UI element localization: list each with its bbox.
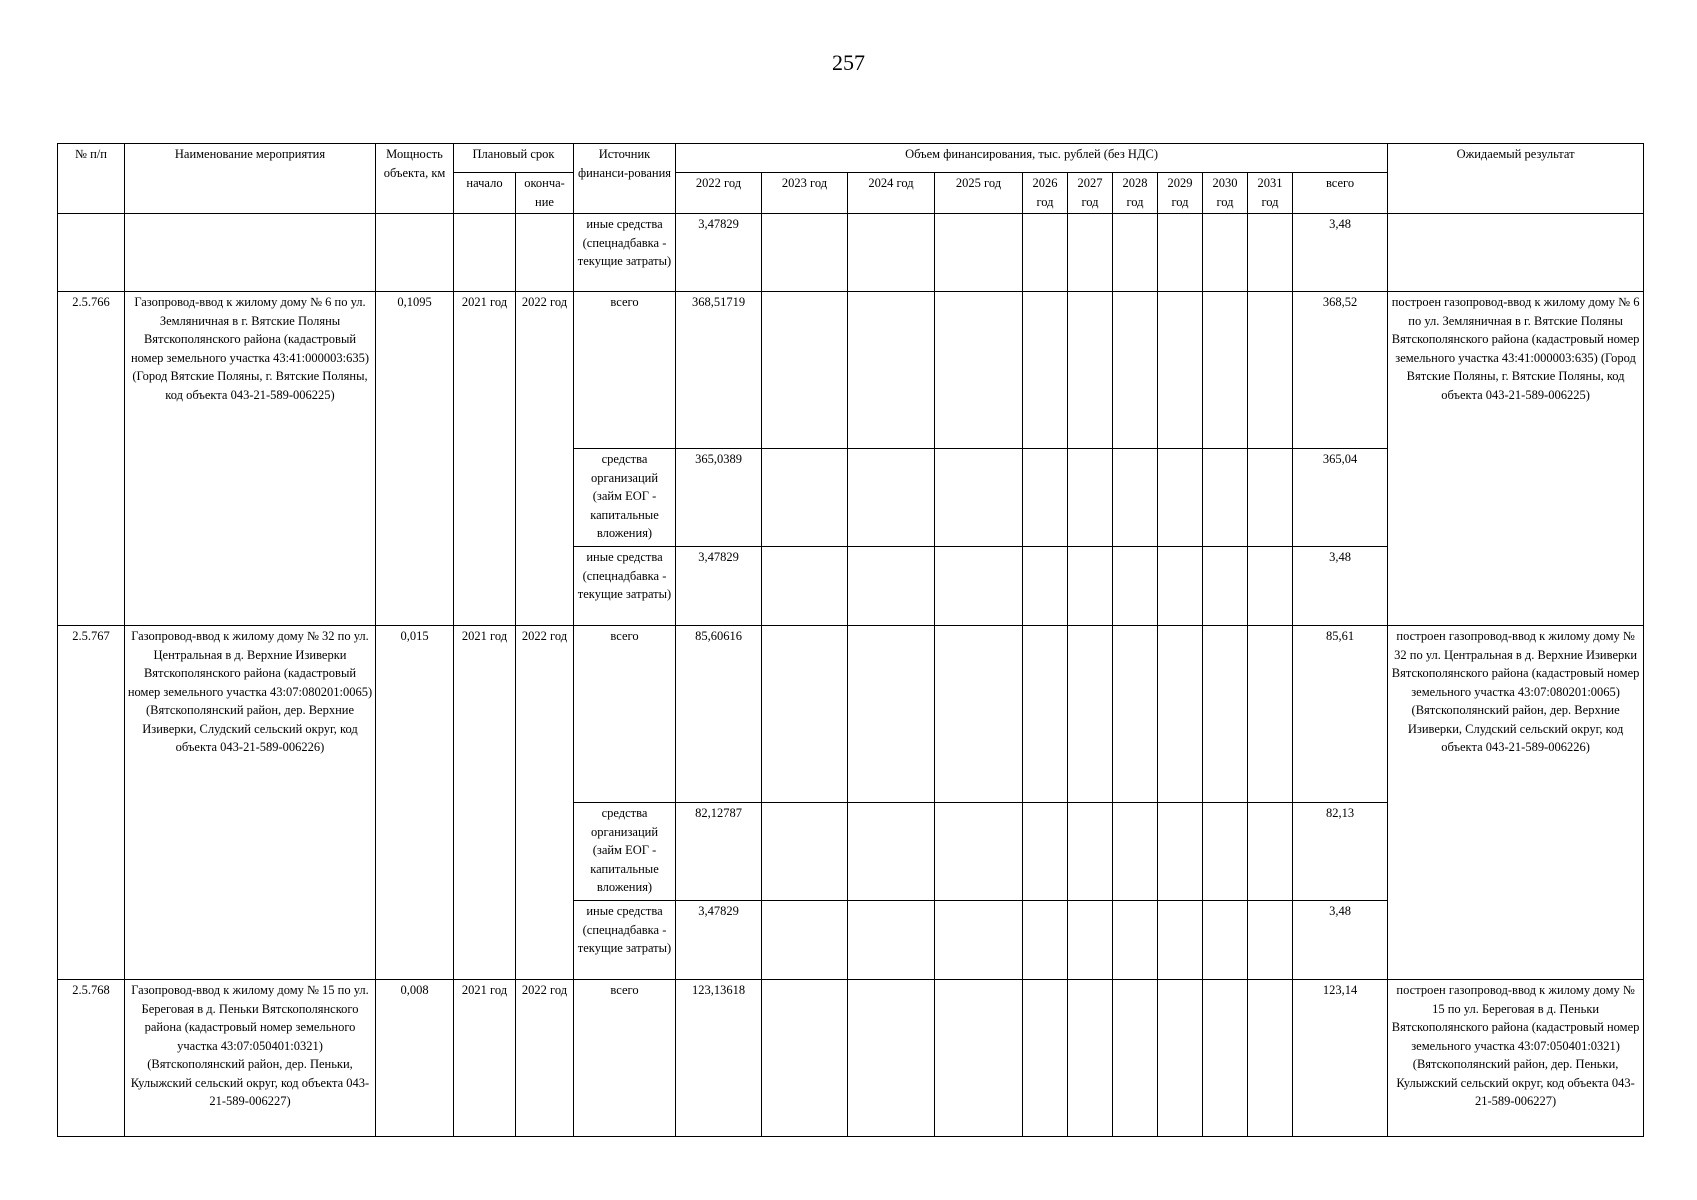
header-year-2022: 2022 год bbox=[676, 173, 762, 214]
value-total: 3,48 bbox=[1293, 901, 1388, 980]
row-name: Газопровод-ввод к жилому дому № 32 по ул. Центральная в д. Верхние Изиверки Вятскополянского района (кадастровый номер земельного участка 43:07:080201:0065) (Вятскополянский район, дер. Верхние Изиверки, Слудский сельский округ, код объекта 043-21-589-006226) bbox=[125, 626, 376, 980]
value-2022: 3,47829 bbox=[676, 214, 762, 292]
value-total: 3,48 bbox=[1293, 547, 1388, 626]
value-2022: 3,47829 bbox=[676, 901, 762, 980]
source-cell: всего bbox=[574, 626, 676, 803]
row-end: 2022 год bbox=[516, 292, 574, 626]
row-name: Газопровод-ввод к жилому дому № 15 по ул. Береговая в д. Пеньки Вятскополянского района (кадастровый номер земельного участка 43:07:050401:0321) (Вятскополянский район, дер. Пеньки, Кулыжский сельский округ, код объекта 043-21-589-006227) bbox=[125, 980, 376, 1137]
table-row bbox=[58, 980, 1644, 1137]
value-total: 123,14 bbox=[1293, 980, 1388, 1137]
row-result: построен газопровод-ввод к жилому дому № 15 по ул. Береговая в д. Пеньки Вятскополянского района (кадастровый номер земельного участка 43:07:050401:0321) (Вятскополянский район, дер. Пеньки, Кулыжский сельский округ, код объекта 043-21-589-006227) bbox=[1388, 980, 1644, 1137]
header-year-2027: 2027 год bbox=[1068, 173, 1113, 214]
header-name: Наименование мероприятия bbox=[125, 144, 376, 214]
source-cell: всего bbox=[574, 292, 676, 449]
header-num: № п/п bbox=[58, 144, 125, 214]
header-year-2023: 2023 год bbox=[762, 173, 848, 214]
row-capacity: 0,008 bbox=[376, 980, 454, 1137]
row-name: Газопровод-ввод к жилому дому № 6 по ул. Земляничная в г. Вятские Поляны Вятскополянского района (кадастровый номер земельного участка 43:41:000003:635) (Город Вятские Поляны, г. Вятские Поляны, код объекта 043-21-589-006225) bbox=[125, 292, 376, 626]
header-total: всего bbox=[1293, 173, 1388, 214]
page-number: 257 bbox=[832, 50, 865, 75]
table-row bbox=[58, 214, 1644, 292]
row-end: 2022 год bbox=[516, 980, 574, 1137]
row-result: построен газопровод-ввод к жилому дому № 32 по ул. Центральная в д. Верхние Изиверки Вятскополянского района (кадастровый номер земельного участка 43:07:080201:0065) (Вятскополянский район, дер. Верхние Изиверки, Слудский сельский округ, код объекта 043-21-589-006226) bbox=[1388, 626, 1644, 980]
header-year-2029: 2029 год bbox=[1158, 173, 1203, 214]
row-num: 2.5.767 bbox=[58, 626, 125, 980]
value-2022: 82,12787 bbox=[676, 803, 762, 901]
header-source: Источник финанси-рования bbox=[574, 144, 676, 214]
row-capacity: 0,1095 bbox=[376, 292, 454, 626]
row-num: 2.5.768 bbox=[58, 980, 125, 1137]
header-term-end: оконча-ние bbox=[516, 173, 574, 214]
value-2022: 3,47829 bbox=[676, 547, 762, 626]
header-year-2026: 2026 год bbox=[1023, 173, 1068, 214]
header-year-2025: 2025 год bbox=[935, 173, 1023, 214]
row-end: 2022 год bbox=[516, 626, 574, 980]
row-start: 2021 год bbox=[454, 980, 516, 1137]
row-capacity: 0,015 bbox=[376, 626, 454, 980]
value-total: 82,13 bbox=[1293, 803, 1388, 901]
header-result: Ожидаемый результат bbox=[1388, 144, 1644, 214]
value-2022: 85,60616 bbox=[676, 626, 762, 803]
table-row bbox=[58, 292, 1644, 449]
value-total: 368,52 bbox=[1293, 292, 1388, 449]
header-volume: Объем финансирования, тыс. рублей (без НДС) bbox=[676, 144, 1388, 173]
header-capacity: Мощность объекта, км bbox=[376, 144, 454, 214]
source-cell: всего bbox=[574, 980, 676, 1137]
row-num: 2.5.766 bbox=[58, 292, 125, 626]
value-2022: 365,0389 bbox=[676, 449, 762, 547]
header-year-2031: 2031 год bbox=[1248, 173, 1293, 214]
header-year-2028: 2028 год bbox=[1113, 173, 1158, 214]
value-2022: 123,13618 bbox=[676, 980, 762, 1137]
source-cell: средства организаций (займ ЕОГ - капитальные вложения) bbox=[574, 449, 676, 547]
source-cell: иные средства (спецнадбавка - текущие затраты) bbox=[574, 214, 676, 292]
value-2022: 368,51719 bbox=[676, 292, 762, 449]
header-term-start: начало bbox=[454, 173, 516, 214]
header-term: Плановый срок bbox=[454, 144, 574, 173]
value-total: 365,04 bbox=[1293, 449, 1388, 547]
row-result: построен газопровод-ввод к жилому дому № 6 по ул. Земляничная в г. Вятские Поляны Вятскополянского района (кадастровый номер земельного участка 43:41:000003:635) (Город Вятские Поляны, г. Вятские Поляны, код объекта 043-21-589-006225) bbox=[1388, 292, 1644, 626]
financing-table bbox=[57, 143, 1644, 1137]
source-cell: иные средства (спецнадбавка - текущие затраты) bbox=[574, 901, 676, 980]
value-total: 85,61 bbox=[1293, 626, 1388, 803]
header-year-2024: 2024 год bbox=[848, 173, 935, 214]
source-cell: иные средства (спецнадбавка - текущие затраты) bbox=[574, 547, 676, 626]
row-start: 2021 год bbox=[454, 292, 516, 626]
header-year-2030: 2030 год bbox=[1203, 173, 1248, 214]
value-total: 3,48 bbox=[1293, 214, 1388, 292]
source-cell: средства организаций (займ ЕОГ - капитальные вложения) bbox=[574, 803, 676, 901]
table-row bbox=[58, 626, 1644, 803]
row-start: 2021 год bbox=[454, 626, 516, 980]
